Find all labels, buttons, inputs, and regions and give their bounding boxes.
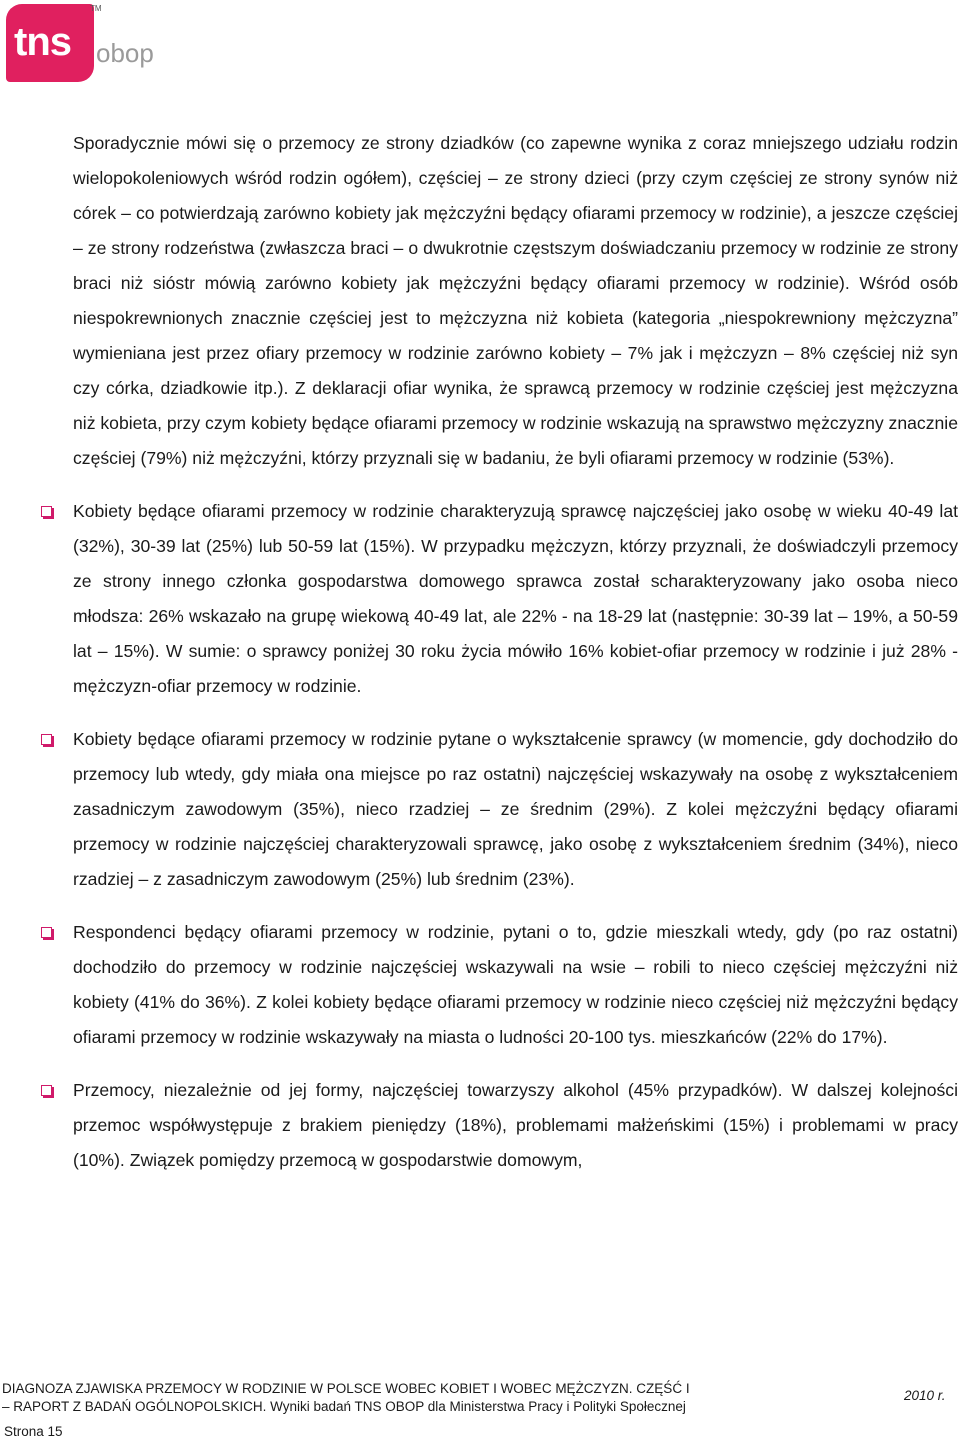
list-item bbox=[73, 1073, 958, 1178]
checkbox-bullet-icon bbox=[41, 506, 52, 517]
page-number: Strona 15 bbox=[4, 1424, 63, 1439]
footer-line-1: DIAGNOZA ZJAWISKA PRZEMOCY W RODZINIE W POLSCE WOBEC KOBIET I WOBEC MĘŻCZYZN. CZĘŚĆ I bbox=[2, 1381, 690, 1396]
checkbox-bullet-icon bbox=[41, 927, 52, 938]
list-item bbox=[73, 494, 958, 704]
footer-report-title bbox=[2, 1380, 690, 1416]
footer-line-2: – RAPORT Z BADAŃ OGÓLNOPOLSKICH. Wyniki badań TNS OBOP dla Ministerstwa Pracy i Polityki Społecznej bbox=[2, 1399, 686, 1414]
footer-year: 2010 r. bbox=[904, 1388, 946, 1403]
logo-tns-text: tns bbox=[14, 20, 71, 64]
list-item bbox=[73, 915, 958, 1055]
logo-badge bbox=[6, 4, 94, 82]
list-item-text: Kobiety będące ofiarami przemocy w rodzinie pytane o wykształcenie sprawcy (w momencie, gdy dochodziło do przemocy lub wtedy, gdy miała ona miejsce po raz ostatni) najczęściej wskazywały na osobę z wykształceniem zasadniczym zawodowym (35%), nieco rzadziej – ze średnim (29%). Z kolei mężczyźni będący ofiarami przemocy w rodzinie najczęściej charakteryzowali sprawcę, jako osobę z wykształceniem średnim (34%), nieco rzadziej – z zasadniczym zawodowym (25%) lub średnim (23%). bbox=[73, 729, 958, 889]
tns-obop-logo bbox=[6, 4, 156, 84]
list-item-text: Respondenci będący ofiarami przemocy w rodzinie, pytani o to, gdzie mieszkali wtedy, gdy (po raz ostatni) dochodziło do przemocy w rodzinie najczęściej wskazywali na wsie – robili to nieco częściej mężczyźni niż kobiety (41% do 36%). Z kolei kobiety będące ofiarami przemocy w rodzinie nieco częściej niż mężczyźni będący ofiarami przemocy w rodzinie wskazywały na miasta o ludności 20-100 tys. mieszkańców (22% do 17%). bbox=[73, 922, 958, 1047]
logo-trademark: TM bbox=[90, 4, 102, 13]
list-item-text: Kobiety będące ofiarami przemocy w rodzinie charakteryzują sprawcę najczęściej jako osobę w wieku 40-49 lat (32%), 30-39 lat (25%) lub 50-59 lat (15%). W przypadku mężczyzn, którzy przyznali, że doświadczyli przemocy ze strony innego członka gospodarstwa domowego sprawca został scharakteryzowany jako osoba nieco młodsza: 26% wskazało na grupę wiekową 40-49 lat, ale 22% - na 18-29 lat (następnie: 30-39 lat – 19%, a 50-59 lat – 15%). W sumie: o sprawcy poniżej 30 roku życia mówiło 16% kobiet-ofiar przemocy w rodzinie i już 28% - mężczyzn-ofiar przemocy w rodzinie. bbox=[73, 501, 958, 696]
logo-obop-text: obop bbox=[96, 38, 154, 68]
list-item bbox=[73, 722, 958, 897]
checkbox-bullet-icon bbox=[41, 1085, 52, 1096]
document-body bbox=[73, 126, 958, 1196]
list-item-text: Przemocy, niezależnie od jej formy, najczęściej towarzyszy alkohol (45% przypadków). W dalszej kolejności przemoc współwystępuje z brakiem pieniędzy (18%), problemami małżeńskimi (15%) i problemami w pracy (10%). Związek pomiędzy przemocą w gospodarstwie domowym, bbox=[73, 1080, 958, 1170]
intro-paragraph: Sporadycznie mówi się o przemocy ze strony dziadków (co zapewne wynika z coraz mniejszego udziału rodzin wielopokoleniowych wśród rodzin ogółem), częściej – ze strony dzieci (przy czym częściej ze strony synów niż córek – co potwierdzają zarówno kobiety jak mężczyźni będący ofiarami przemocy w rodzinie), a jeszcze częściej – ze strony rodzeństwa (zwłaszcza braci – o dwukrotnie częstszym doświadczaniu przemocy w rodzinie ze strony braci niż sióstr mówią zarówno kobiety jak mężczyźni będący ofiarami przemocy w rodzinie). Wśród osób niespokrewnionych znacznie częściej jest to mężczyzna niż kobieta (kategoria „niespokrewniony mężczyzna” wymieniana jest przez ofiary przemocy w rodzinie zarówno kobiety – 7% jak i mężczyzn – 8% częściej niż syn czy córka, dziadkowie itp.). Z deklaracji ofiar wynika, że sprawcą przemocy w rodzinie częściej jest mężczyzna niż kobieta, przy czym kobiety będące ofiarami przemocy w rodzinie wskazują na sprawstwo mężczyzny znacznie częściej (79%) niż mężczyźni, którzy przyznali się w badaniu, że byli ofiarami przemocy w rodzinie (53%). bbox=[73, 133, 958, 468]
checkbox-bullet-icon bbox=[41, 734, 52, 745]
